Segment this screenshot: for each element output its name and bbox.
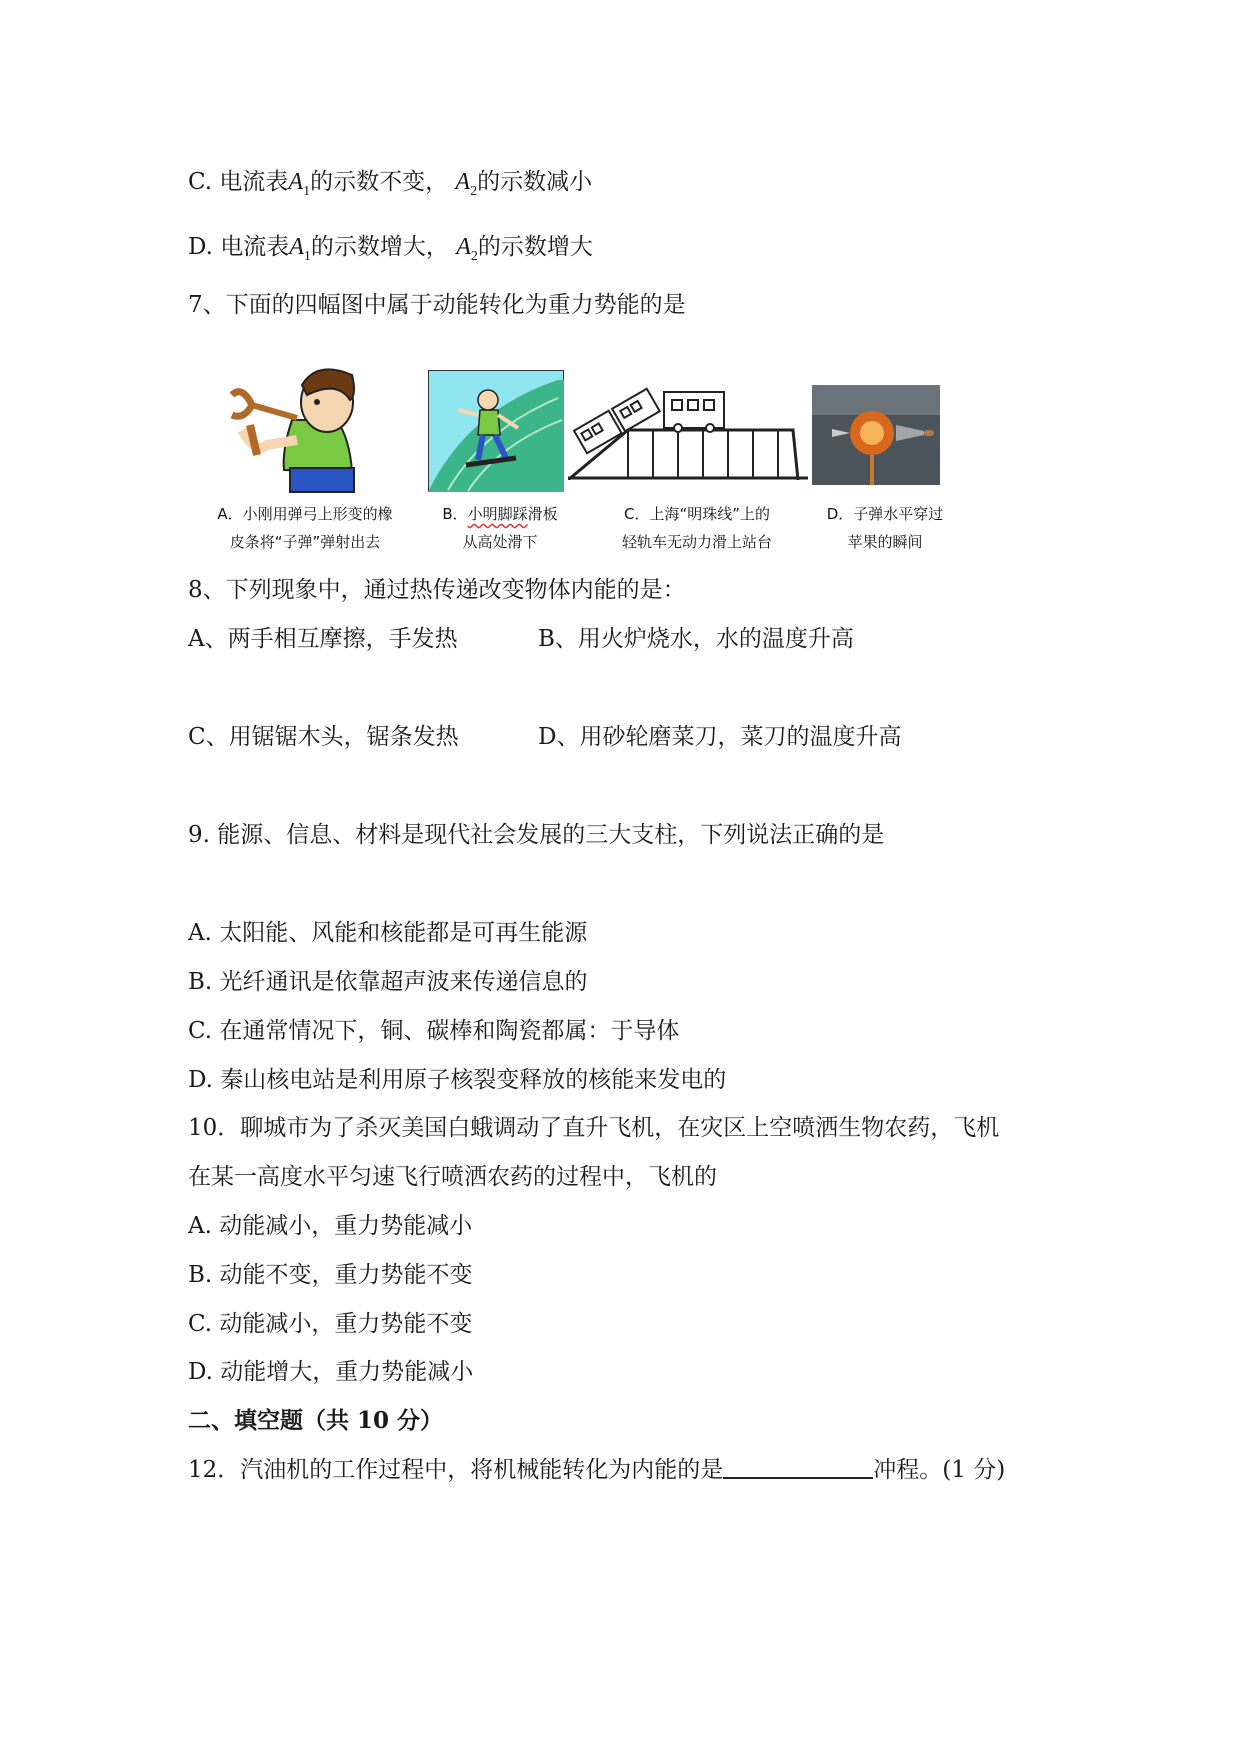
q8-option-b: B、用火炉烧水，水的温度升高 xyxy=(538,626,854,652)
q8-option-c: C、用锯锯木头，锯条发热 xyxy=(188,724,459,750)
q6-option-c: C. 电流表$A_1$的示数不变， $A_2$的示数减小 xyxy=(188,169,593,199)
caption-b: B．小明脚踩滑板 从高处滑下 xyxy=(442,505,558,551)
light-rail-train-figure xyxy=(568,380,808,480)
caption-c: C．上海“明珠线”上的 轻轨车无动力滑上站台 xyxy=(621,505,772,551)
bullet-apple-figure xyxy=(812,385,940,485)
q10-option-c: C. 动能减小，重力势能不变 xyxy=(188,1311,473,1337)
q10-option-d: D. 动能增大，重力势能减小 xyxy=(188,1359,474,1385)
q10-question-line2: 在某一高度水平匀速飞行喷洒农药的过程中，飞机的 xyxy=(188,1164,717,1190)
section-heading-fill-in: 二、填空题（共 10 分） xyxy=(188,1407,444,1434)
skateboard-boy-figure xyxy=(428,370,564,492)
q8-option-d: D、用砂轮磨菜刀，菜刀的温度升高 xyxy=(538,724,902,750)
ammeter-a1-symbol: $A_1$ xyxy=(288,169,311,199)
ammeter-a2-symbol: $A_2$ xyxy=(456,234,478,264)
ammeter-a1-symbol: $A_1$ xyxy=(289,234,311,264)
q7-question: 7、下面的四幅图中属于动能转化为重力势能的是 xyxy=(188,292,686,318)
q8-option-a: A、两手相互摩擦，手发热 xyxy=(188,626,458,652)
q9-option-d: D. 秦山核电站是利用原子核裂变释放的核能来发电的 xyxy=(188,1067,727,1093)
q6-option-d: D. 电流表$A_1$的示数增大， $A_2$的示数增大 xyxy=(188,234,593,264)
q10-option-b: B. 动能不变，重力势能不变 xyxy=(188,1262,473,1288)
slingshot-boy-figure xyxy=(222,360,382,495)
q10-option-a: A. 动能减小，重力势能减小 xyxy=(188,1213,473,1239)
q12-question: 12．汽油机的工作过程中，将机械能转化为内能的是 冲程。(1 分) xyxy=(188,1457,1006,1483)
q9-option-a: A. 太阳能、风能和核能都是可再生能源 xyxy=(188,920,588,946)
caption-d: D．子弹水平穿过 苹果的瞬间 xyxy=(826,505,944,551)
ammeter-a2-symbol: $A_2$ xyxy=(455,169,478,199)
q8-question: 8、下列现象中，通过热传递改变物体内能的是： xyxy=(188,577,686,603)
q9-question: 9. 能源、信息、材料是现代社会发展的三大支柱，下列说法正确的是 xyxy=(188,822,885,848)
answer-blank[interactable] xyxy=(723,1457,873,1479)
q10-question-line1: 10．聊城市为了杀灭美国白蛾调动了直升飞机，在灾区上空喷洒生物农药，飞机 xyxy=(188,1115,1000,1141)
caption-a: A．小刚用弹弓上形变的橡 皮条将“子弹”弹射出去 xyxy=(217,505,393,551)
q9-option-c: C. 在通常情况下，铜、碳棒和陶瓷都属：于导体 xyxy=(188,1018,680,1044)
q9-option-b: B. 光纤通讯是依靠超声波来传递信息的 xyxy=(188,969,588,995)
